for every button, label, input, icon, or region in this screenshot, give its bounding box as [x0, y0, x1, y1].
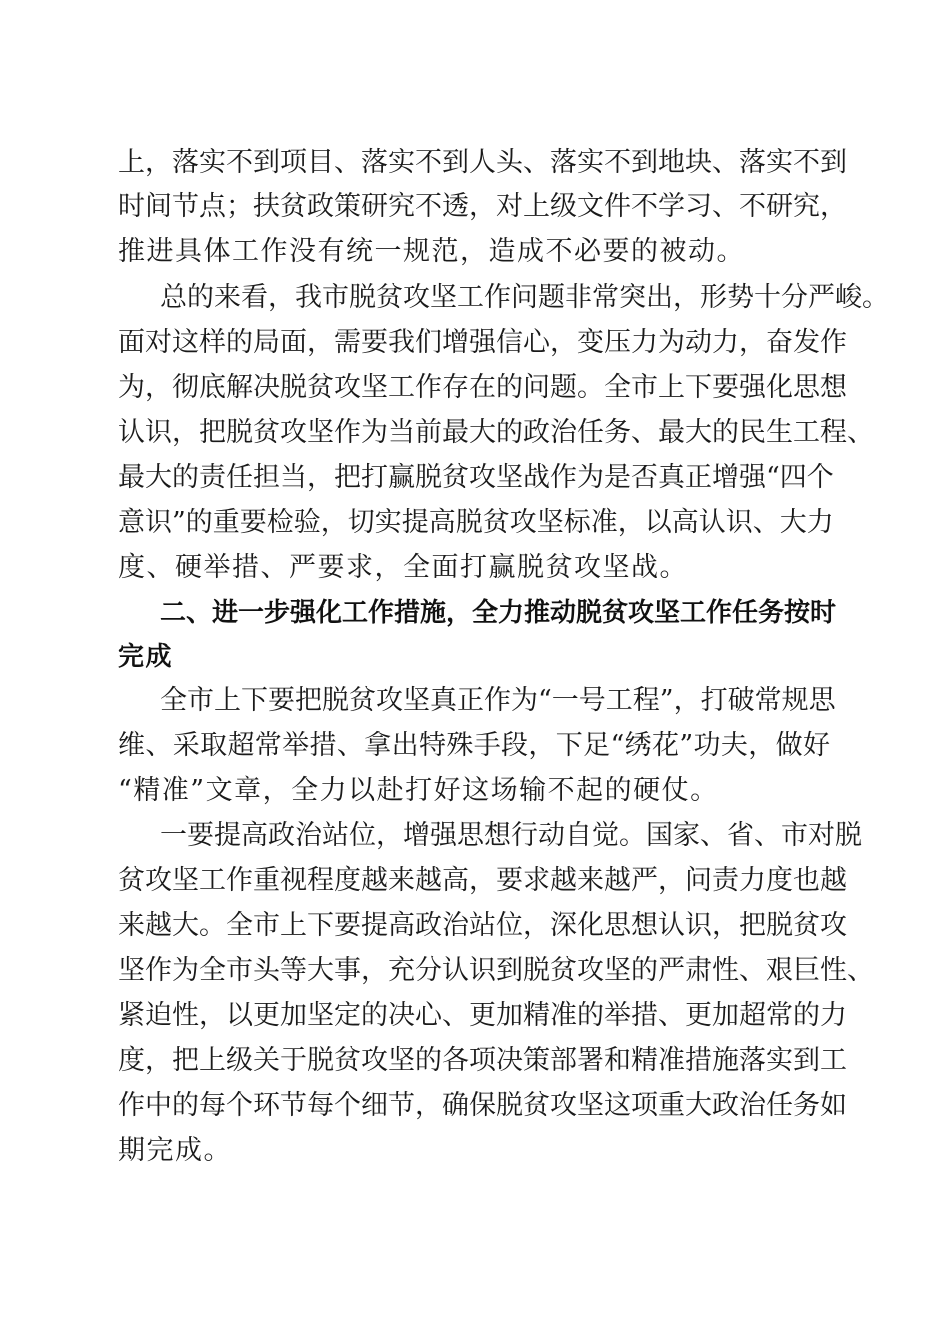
text-line: 维、采取超常举措、拿出特殊手段，下足“绣花”功夫，做好 — [118, 730, 830, 761]
text-line: “精准”文章，全力以赴打好这场输不起的硬仗。 — [118, 775, 719, 806]
text-line: 最大的责任担当，把打赢脱贫攻坚战作为是否真正增强“四个 — [118, 462, 834, 493]
text-line: 面对这样的局面，需要我们增强信心，变压力为动力，奋发作 — [118, 327, 847, 358]
section-heading: 完成 — [118, 642, 174, 672]
text-line: 度，把上级关于脱贫攻坚的各项决策部署和精准措施落实到工 — [118, 1045, 847, 1076]
text-line: 上，落实不到项目、落实不到人头、落实不到地块、落实不到 — [118, 147, 847, 178]
text-line: 作中的每个环节每个细节，确保脱贫攻坚这项重大政治任务如 — [118, 1090, 847, 1121]
text-line: 推进具体工作没有统一规范，造成不必要的被动。 — [118, 236, 745, 267]
text-line: 一要提高政治站位，增强思想行动自觉。国家、省、市对脱 — [160, 820, 862, 851]
text-line: 意识”的重要检验，切实提高脱贫攻坚标准，以高认识、大力 — [118, 507, 834, 538]
text-line: 总的来看，我市脱贫攻坚工作问题非常突出，形势十分严峻。 — [160, 282, 889, 313]
text-line: 贫攻坚工作重视程度越来越高，要求越来越严，问责力度也越 — [118, 865, 847, 896]
text-line: 度、硬举措、严要求，全面打赢脱贫攻坚战。 — [118, 552, 688, 583]
section-heading: 二、进一步强化工作措施，全力推动脱贫攻坚工作任务按时 — [160, 598, 837, 628]
text-line: 紧迫性，以更加坚定的决心、更加精准的举措、更加超常的力 — [118, 1000, 847, 1031]
text-line: 认识，把脱贫攻坚作为当前最大的政治任务、最大的民生工程、 — [118, 417, 874, 448]
text-line: 来越大。全市上下要提高政治站位，深化思想认识，把脱贫攻 — [118, 910, 847, 941]
text-line: 为，彻底解决脱贫攻坚工作存在的问题。全市上下要强化思想 — [118, 372, 847, 403]
text-line: 全市上下要把脱贫攻坚真正作为“一号工程”，打破常规思 — [160, 685, 836, 716]
text-line: 时间节点；扶贫政策研究不透，对上级文件不学习、不研究， — [118, 191, 847, 222]
text-line: 坚作为全市头等大事，充分认识到脱贫攻坚的严肃性、艰巨性、 — [118, 955, 874, 986]
text-line: 期完成。 — [118, 1135, 232, 1166]
